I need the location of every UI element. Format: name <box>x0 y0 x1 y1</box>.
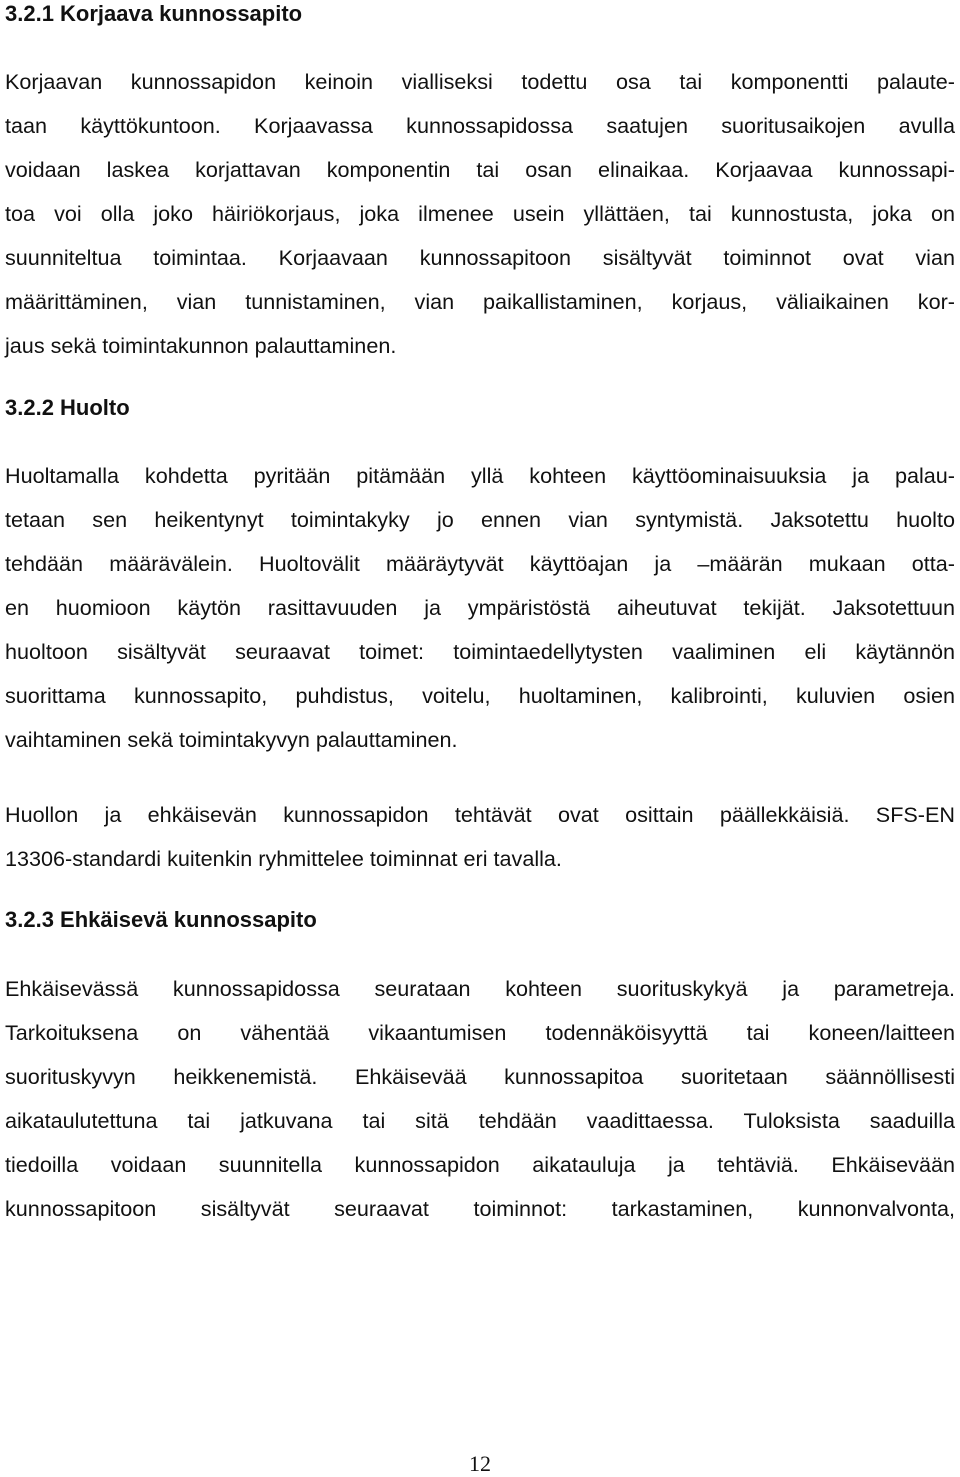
text-line: Huoltamalla kohdetta pyritään pitämään yllä kohteen käyttöominaisuuksia ja palau- <box>5 463 955 488</box>
text-line: suorittama kunnossapito, puhdistus, voitelu, huoltaminen, kalibrointi, kuluvien osien <box>5 683 955 708</box>
paragraph-korjaava <box>5 60 955 368</box>
paragraph-huolto <box>5 454 955 762</box>
text-line: taan käyttökuntoon. Korjaavassa kunnossapidossa saatujen suoritusaikojen avulla <box>5 113 955 138</box>
text-line: tetaan sen heikentynyt toimintakyky jo ennen vian syntymistä. Jaksotettu huolto <box>5 507 955 532</box>
text-line: huoltoon sisältyvät seuraavat toimet: toimintaedellytysten vaaliminen eli käytännön <box>5 639 955 664</box>
text-line: jaus sekä toimintakunnon palauttaminen. <box>5 333 397 358</box>
text-line: Korjaavan kunnossapidon keinoin vialliseksi todettu osa tai komponentti palaute- <box>5 69 955 94</box>
section-heading-3-2-1: 3.2.1 Korjaava kunnossapito <box>5 1 303 26</box>
text-line: tiedoilla voidaan suunnitella kunnossapidon aikatauluja ja tehtäviä. Ehkäisevään <box>5 1152 955 1177</box>
document-page <box>5 0 955 1231</box>
text-line: Ehkäisevässä kunnossapidossa seurataan kohteen suorituskykyä ja parametreja. <box>5 976 955 1001</box>
page-number: 12 <box>469 1451 491 1476</box>
text-line: aikataulutettuna tai jatkuvana tai sitä tehdään vaadittaessa. Tuloksista saaduilla <box>5 1108 955 1133</box>
text-line: kunnossapitoon sisältyvät seuraavat toiminnot: tarkastaminen, kunnonvalvonta, <box>5 1196 955 1221</box>
text-line: vaihtaminen sekä toimintakyvyn palauttaminen. <box>5 727 458 752</box>
text-line: en huomioon käytön rasittavuuden ja ympäristöstä aiheutuvat tekijät. Jaksotettuun <box>5 595 955 620</box>
text-line: toa voi olla joko häiriökorjaus, joka ilmenee usein yllättäen, tai kunnostusta, joka on <box>5 201 955 226</box>
paragraph-ehkaiseva <box>5 967 955 1231</box>
paragraph-huolto-sfs <box>5 793 955 881</box>
text-line: Tarkoituksena on vähentää vikaantumisen todennäköisyyttä tai koneen/laitteen <box>5 1020 955 1045</box>
text-line: suunniteltua toimintaa. Korjaavaan kunnossapitoon sisältyvät toiminnot ovat vian <box>5 245 955 270</box>
text-line: tehdään määrävälein. Huoltovälit määräytyvät käyttöajan ja –määrän mukaan otta- <box>5 551 955 576</box>
text-line: voidaan laskea korjattavan komponentin tai osan elinaikaa. Korjaavaa kunnossapi- <box>5 157 955 182</box>
section-heading-3-2-3: 3.2.3 Ehkäisevä kunnossapito <box>5 907 317 932</box>
text-line: 13306-standardi kuitenkin ryhmittelee toiminnat eri tavalla. <box>5 846 562 871</box>
text-line: suorituskyvyn heikkenemistä. Ehkäisevää kunnossapitoa suoritetaan säännöllisesti <box>5 1064 955 1089</box>
text-line: Huollon ja ehkäisevän kunnossapidon tehtävät ovat osittain päällekkäisiä. SFS-EN <box>5 802 955 827</box>
text-line: määrittäminen, vian tunnistaminen, vian paikallistaminen, korjaus, väliaikainen kor- <box>5 289 955 314</box>
section-heading-3-2-2: 3.2.2 Huolto <box>5 395 130 420</box>
